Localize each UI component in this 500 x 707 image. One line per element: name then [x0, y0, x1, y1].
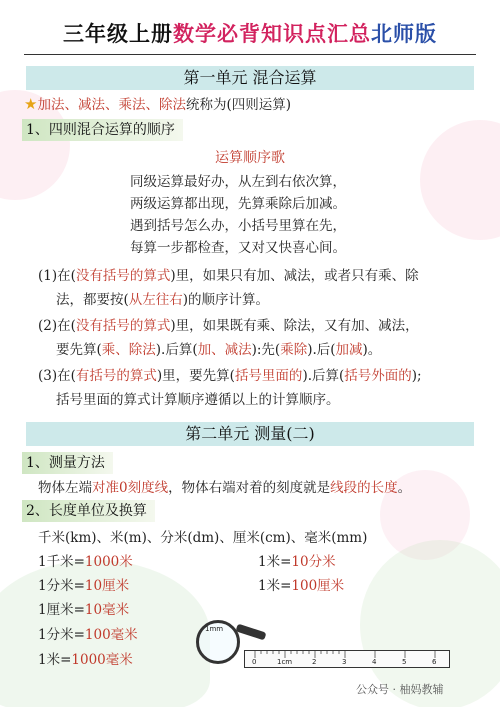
title-divider: [24, 54, 476, 55]
magnifier-icon: 1mm: [196, 620, 240, 664]
ruler-label: 1cm: [277, 658, 293, 666]
conversion-item: 1分米=100毫米: [38, 627, 138, 643]
conversion-item: 1千米=1000米: [38, 554, 133, 570]
unit1-section1-heading: 1、四则混合运算的顺序: [22, 119, 183, 141]
rule3-line1: (3)在(有括号的算式)里，要先算(括号里面的).后算(括号外面的);: [38, 368, 422, 384]
star-icon: ★: [24, 95, 38, 113]
ruler-illustration: [244, 650, 450, 668]
conversion-item: 1厘米=10毫米: [38, 602, 130, 618]
conversion-item: 1米=100厘米: [258, 578, 345, 594]
unit1-heading: 第一单元 混合运算: [26, 66, 474, 90]
rule3-line2: 括号里面的算式计算顺序遵循以上的计算顺序。: [56, 392, 340, 408]
ruler-label: 3: [342, 658, 347, 666]
song-line: 遇到括号怎么办，小括号里算在先，: [130, 218, 346, 234]
length-units: 千米(km)、米(m)、分米(dm)、厘米(cm)、毫米(mm): [38, 530, 368, 546]
ruler-label: 6: [432, 658, 437, 666]
rule2-line1: (2)在(没有括号的算式)里，如果既有乘、除法，又有加、减法，: [38, 318, 419, 334]
ruler-label: 0: [252, 658, 257, 666]
ruler-label: 4: [372, 658, 377, 666]
song-line: 两级运算都出现，先算乘除后加减。: [130, 196, 346, 212]
rule1-line1: (1)在(没有括号的算式)里，如果只有加、减法，或者只有乘、除: [38, 268, 419, 284]
song-line: 同级运算最好办，从左到右依次算，: [130, 174, 346, 190]
song-title: 运算顺序歌: [215, 150, 285, 166]
rule2-line2: 要先算(乘、除法).后算(加、减法):先(乘除).后(加减)。: [56, 342, 382, 358]
measure-method: 物体左端对准0刻度线，物体右端对着的刻度就是线段的长度。: [38, 480, 412, 496]
unit1-intro: ★加法、减法、乘法、除法统称为(四则运算): [24, 95, 291, 113]
conversion-item: 1分米=10厘米: [38, 578, 130, 594]
song-line: 每算一步都检查，又对又快喜心间。: [130, 240, 346, 256]
conversion-item: 1米=1000毫米: [38, 652, 133, 668]
watermark: 公众号 · 柚妈教辅: [356, 683, 444, 696]
decor-petal: [420, 120, 500, 240]
unit2-heading: 第二单元 测量(二): [26, 422, 474, 446]
ruler-label: 5: [402, 658, 407, 666]
rule1-line2: 法，都要按(从左往右)的顺序计算。: [56, 292, 270, 308]
magnifier-handle: [235, 624, 266, 641]
page-title: 三年级上册数学必背知识点汇总北师版: [63, 22, 437, 46]
unit2-section2-heading: 2、长度单位及换算: [22, 500, 155, 522]
ruler-label: 2: [312, 658, 317, 666]
conversion-item: 1米=10分米: [258, 554, 336, 570]
ruler-ticks: [245, 651, 449, 667]
unit2-section1-heading: 1、测量方法: [22, 452, 113, 474]
